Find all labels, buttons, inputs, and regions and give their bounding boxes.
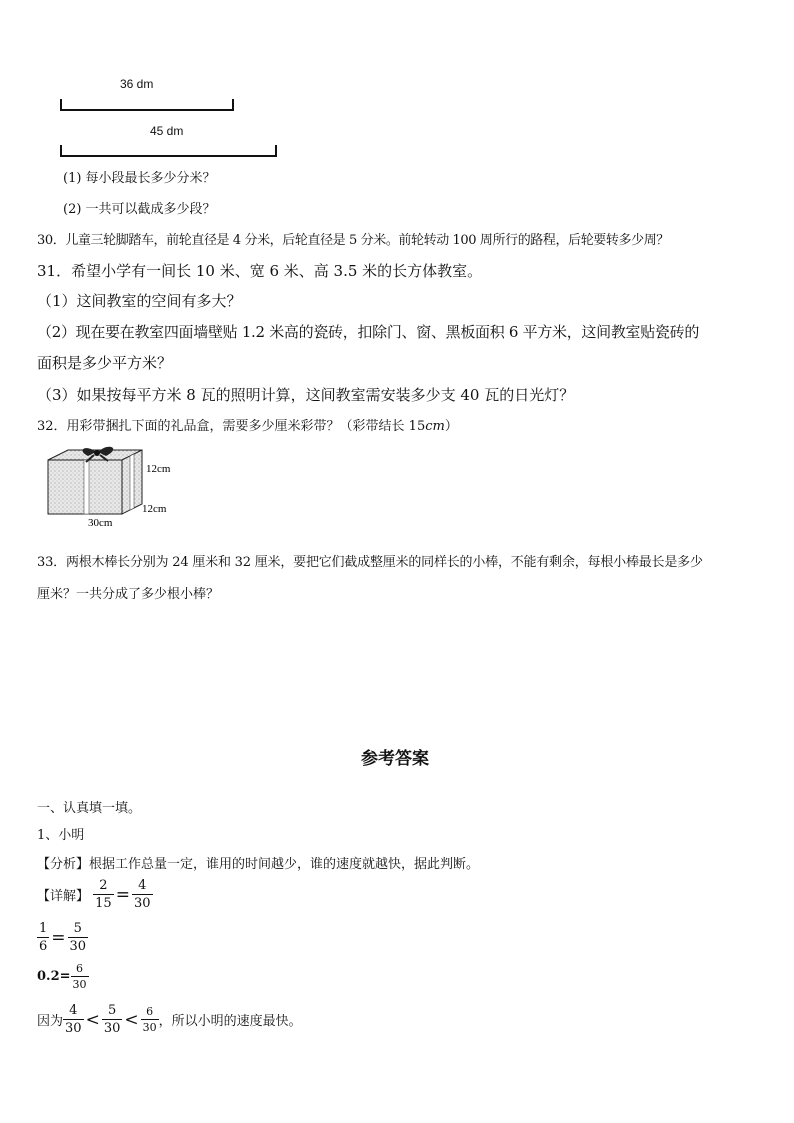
segment-36dm: [60, 99, 234, 111]
eq1-equals: =: [115, 884, 130, 905]
conclusion-lt-2: <: [124, 1009, 139, 1030]
q31-sub2-line2: 面积是多少平方米？: [37, 354, 173, 372]
eq2-frac-left: $\frac{1}{6}$: [39, 921, 48, 954]
answers-section: 一、认真填一填。: [37, 801, 142, 816]
answer-eq2: [37, 922, 88, 953]
segment-label-36: 36 dm: [120, 77, 154, 91]
ribbon-front: [84, 460, 89, 514]
eq2-equals: =: [51, 927, 66, 948]
q31-sub3: （3）如果按每平方米 8 瓦的照明计算，这间教室需安装多少支 40 瓦的日光灯？: [37, 386, 575, 404]
detail-label: 【详解】: [37, 889, 90, 904]
gift-box-figure: [46, 446, 186, 531]
q29-sub2: (2) 一共可以截成多少段？: [63, 202, 216, 217]
conclusion-frac-1: $\frac{4}{30}$: [65, 1003, 82, 1036]
eq1-frac-right: $\frac{4}{30}$: [133, 878, 151, 911]
box-label-width: 12cm: [142, 503, 167, 515]
eq3-lhs: 0.2=: [37, 969, 71, 984]
q31-stem: 31．希望小学有一间长 10 米、宽 6 米、高 3.5 米的长方体教室。: [37, 262, 483, 280]
answer-conclusion: [37, 1004, 302, 1035]
eq1-frac-left: $\frac{2}{15}$: [95, 878, 112, 911]
q32-unit: cm: [425, 419, 445, 434]
segment-label-45: 45 dm: [150, 124, 184, 138]
q31-sub2-line1: （2）现在要在教室四面墙壁贴 1.2 米高的瓷砖，扣除门、窗、黑板面积 6 平方米，这间教室贴瓷砖的: [37, 323, 700, 341]
q30-text: 30．儿童三轮脚踏车，前轮直径是 4 分米，后轮直径是 5 分米。前轮转动 100 周所行的路程，后轮要转多少周？: [37, 233, 669, 248]
box-label-length: 30cm: [88, 517, 113, 529]
answer-analysis: 【分析】根据工作总量一定，谁用的时间越少，谁的速度就越快，据此判断。: [37, 857, 480, 872]
conclusion-frac-3: $\frac{6}{30}$: [142, 1005, 157, 1034]
q33-line1: 33．两根木棒长分别为 24 厘米和 32 厘米，要把它们截成整厘米的同样长的小棒，不能有剩余，每根小棒最长是多少: [37, 555, 703, 570]
eq2-frac-right: $\frac{5}{30}$: [69, 921, 87, 954]
eq3-frac: $\frac{6}{30}$: [72, 962, 87, 991]
q29-sub1: (1) 每小段最长多少分米？: [63, 171, 216, 186]
conclusion-suffix: ，所以小明的速度最快。: [158, 1014, 302, 1029]
answer-item-1: 1、小明: [37, 828, 85, 843]
box-label-height: 12cm: [146, 463, 171, 475]
ribbon-side: [130, 454, 134, 510]
conclusion-frac-2: $\frac{5}{30}$: [103, 1003, 121, 1036]
conclusion-prefix: 因为: [37, 1014, 64, 1029]
answers-title: 参考答案: [361, 749, 429, 769]
answer-detail-eq1: [37, 879, 153, 910]
q32-close: ）: [444, 419, 458, 434]
conclusion-lt-1: <: [85, 1009, 100, 1030]
segment-45dm: [60, 145, 277, 157]
bow-knot: [94, 450, 100, 456]
q31-sub1: （1）这间教室的空间有多大？: [37, 292, 242, 310]
answer-eq3: [37, 963, 89, 990]
q33-line2: 厘米？一共分成了多少根小棒？: [37, 587, 220, 602]
q32-text: [37, 415, 458, 434]
q32-question: 32．用彩带捆扎下面的礼品盒，需要多少厘米彩带？（彩带结长 15: [37, 419, 426, 434]
